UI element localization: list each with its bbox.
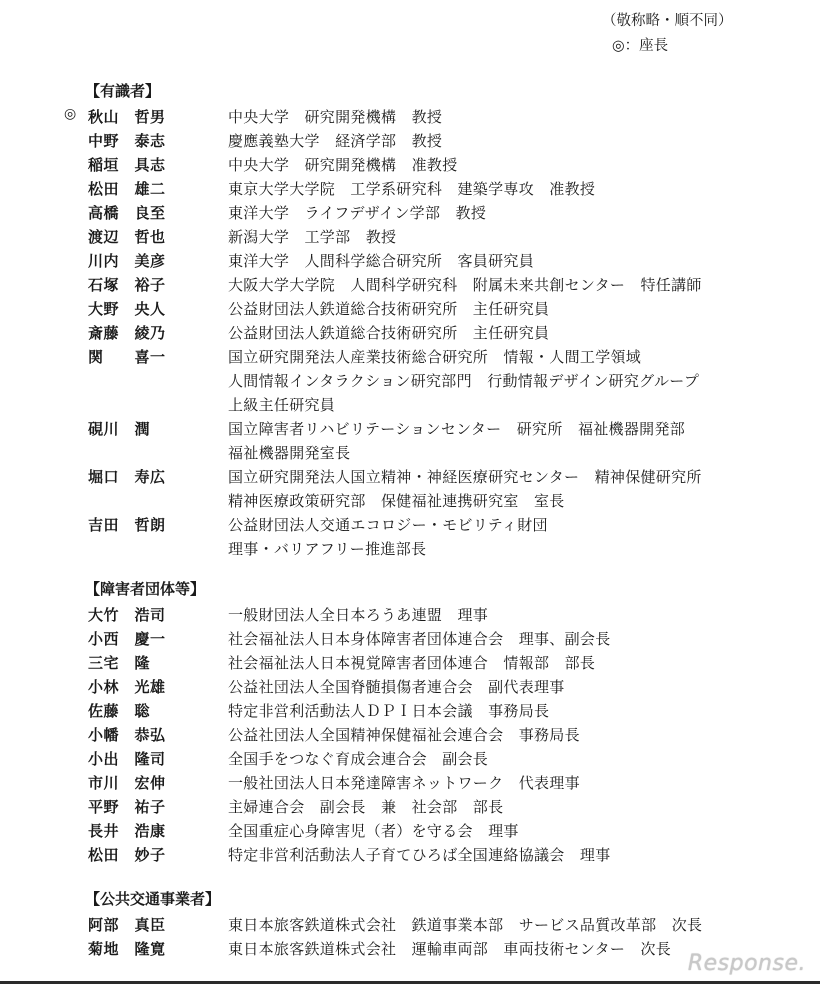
member-affiliation: 東京大学大学院 工学系研究科 建築学専攻 准教授 [228, 180, 596, 198]
member-affiliation: 全国重症心身障害児（者）を守る会 理事 [228, 822, 519, 840]
section-header: 【障害者団体等】 [85, 580, 206, 598]
member-name: 吉田 哲朗 [88, 516, 166, 534]
member-row [0, 796, 820, 820]
member-name: 稲垣 具志 [88, 156, 166, 174]
member-row [0, 914, 820, 938]
member-name: 小出 隆司 [88, 750, 166, 768]
member-row [0, 514, 820, 538]
member-row [0, 250, 820, 274]
member-name: 松田 妙子 [88, 846, 166, 864]
member-row [0, 844, 820, 868]
member-name: 堀口 寿広 [88, 468, 166, 486]
member-name: 松田 雄二 [88, 180, 166, 198]
honorific-note: （敬称略・順不同） [602, 13, 733, 29]
member-row [0, 418, 820, 442]
member-name: 高橋 良至 [88, 204, 166, 222]
member-name: 大竹 浩司 [88, 606, 166, 624]
member-row [0, 130, 820, 154]
member-row [0, 154, 820, 178]
watermark-logo: Response. [687, 951, 806, 976]
member-row [0, 700, 820, 724]
member-affiliation: 東日本旅客鉄道株式会社 鉄道事業本部 サービス品質改革部 次長 [228, 916, 703, 934]
member-row [0, 724, 820, 748]
member-affiliation: 新潟大学 工学部 教授 [228, 228, 397, 246]
member-row [0, 298, 820, 322]
member-affiliation: 東洋大学 ライフデザイン学部 教授 [228, 204, 487, 222]
member-row [0, 748, 820, 772]
member-affiliation: 社会福祉法人日本視覚障害者団体連合 情報部 部長 [228, 654, 596, 672]
member-row-continuation [0, 490, 820, 514]
member-name: 阿部 真臣 [88, 916, 166, 934]
member-affiliation: 慶應義塾大学 経済学部 教授 [228, 132, 443, 150]
member-affiliation: 東日本旅客鉄道株式会社 運輸車両部 車両技術センター 次長 [228, 940, 672, 958]
member-row [0, 202, 820, 226]
member-name: 硯川 潤 [88, 420, 151, 438]
member-row [0, 346, 820, 370]
member-row [0, 226, 820, 250]
member-affiliation: 中央大学 研究開発機構 准教授 [228, 156, 458, 174]
member-affiliation: 理事・バリアフリー推進部長 [228, 540, 427, 558]
member-name: 小幡 恭弘 [88, 726, 166, 744]
member-affiliation: 社会福祉法人日本身体障害者団体連合会 理事、副会長 [228, 630, 611, 648]
member-affiliation: 中央大学 研究開発機構 教授 [228, 108, 443, 126]
member-name: 関 喜一 [88, 348, 166, 366]
member-affiliation: 精神医療政策研究部 保健福祉連携研究室 室長 [228, 492, 565, 510]
section-header: 【有識者】 [85, 82, 161, 100]
member-name: 長井 浩康 [88, 822, 166, 840]
member-affiliation: 公益社団法人全国脊髄損傷者連合会 副代表理事 [228, 678, 565, 696]
member-affiliation: 上級主任研究員 [228, 396, 336, 414]
member-affiliation: 公益財団法人鉄道総合技術研究所 主任研究員 [228, 324, 550, 342]
member-row [0, 274, 820, 298]
member-affiliation: 公益社団法人全国精神保健福祉会連合会 事務局長 [228, 726, 580, 744]
member-name: 三宅 隆 [88, 654, 151, 672]
member-name: 秋山 哲男 [88, 108, 166, 126]
member-name: 大野 央人 [88, 300, 166, 318]
member-row [0, 628, 820, 652]
member-name: 市川 宏伸 [88, 774, 166, 792]
member-row [0, 820, 820, 844]
member-affiliation: 一般社団法人日本発達障害ネットワーク 代表理事 [228, 774, 580, 792]
member-affiliation: 国立研究開発法人国立精神・神経医療研究センター 精神保健研究所 [228, 468, 702, 486]
member-affiliation: 主婦連合会 副会長 兼 社会部 部長 [228, 798, 504, 816]
member-affiliation: 特定非営利活動法人ＤＰＩ日本会議 事務局長 [228, 702, 550, 720]
member-affiliation: 一般財団法人全日本ろうあ連盟 理事 [228, 606, 489, 624]
member-name: 平野 祐子 [88, 798, 166, 816]
member-affiliation: 公益財団法人交通エコロジー・モビリティ財団 [228, 516, 548, 534]
member-row [0, 466, 820, 490]
member-name: 小林 光雄 [88, 678, 166, 696]
member-name: 小西 慶一 [88, 630, 166, 648]
member-row [0, 652, 820, 676]
member-affiliation: 東洋大学 人間科学総合研究所 客員研究員 [228, 252, 535, 270]
member-row [0, 604, 820, 628]
chair-mark: ◎ [64, 106, 77, 122]
member-row-continuation [0, 538, 820, 562]
member-row-continuation [0, 394, 820, 418]
member-name: 中野 泰志 [88, 132, 166, 150]
member-affiliation: 国立研究開発法人産業技術総合研究所 情報・人間工学領域 [228, 348, 642, 366]
member-row [0, 676, 820, 700]
member-row [0, 106, 820, 130]
member-name: 斎藤 綾乃 [88, 324, 166, 342]
member-name: 佐藤 聡 [88, 702, 151, 720]
member-name: 石塚 裕子 [88, 276, 166, 294]
member-row-continuation [0, 370, 820, 394]
section-header: 【公共交通事業者】 [85, 890, 221, 908]
chair-legend: ◎：座長 [612, 38, 669, 54]
member-affiliation: 国立障害者リハビリテーションセンター 研究所 福祉機器開発部 [228, 420, 686, 438]
member-row [0, 772, 820, 796]
member-row [0, 322, 820, 346]
member-affiliation: 全国手をつなぐ育成会連合会 副会長 [228, 750, 489, 768]
member-affiliation: 福祉機器開発室長 [228, 444, 351, 462]
member-name: 渡辺 哲也 [88, 228, 166, 246]
member-name: 菊地 隆寛 [88, 940, 166, 958]
member-affiliation: 特定非営利活動法人子育てひろば全国連絡協議会 理事 [228, 846, 611, 864]
member-row [0, 178, 820, 202]
member-affiliation: 公益財団法人鉄道総合技術研究所 主任研究員 [228, 300, 550, 318]
member-row-continuation [0, 442, 820, 466]
member-affiliation: 大阪大学大学院 人間科学研究科 附属未来共創センター 特任講師 [228, 276, 702, 294]
member-affiliation: 人間情報インタラクション研究部門 行動情報デザイン研究グループ [228, 372, 700, 390]
member-name: 川内 美彦 [88, 252, 166, 270]
